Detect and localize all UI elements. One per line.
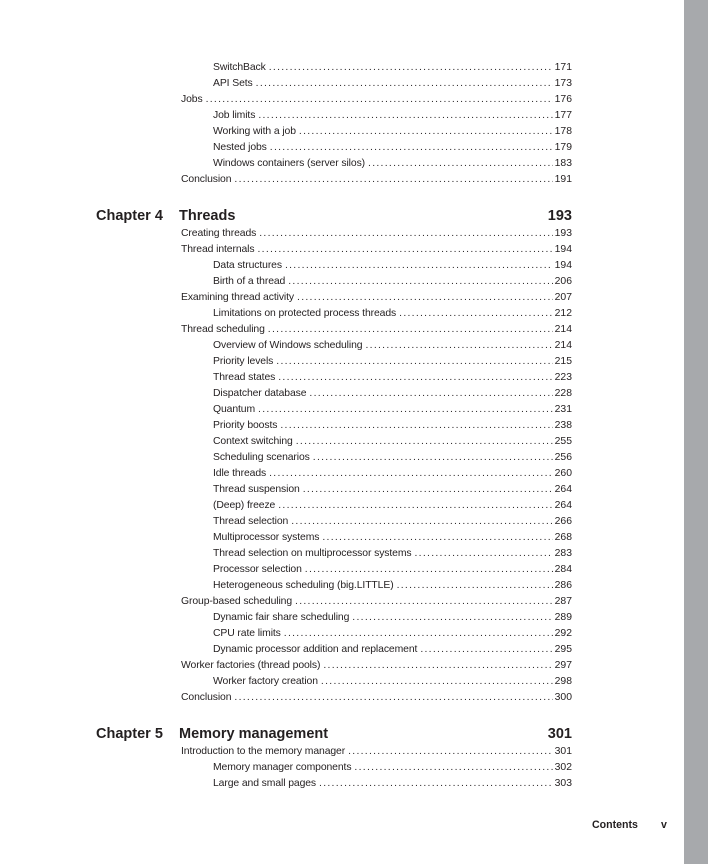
toc-entry-page: 176	[554, 94, 572, 105]
dot-leader	[288, 274, 552, 290]
toc-entry-title: Overview of Windows scheduling	[213, 340, 363, 351]
toc-entry[interactable]	[213, 610, 572, 626]
dot-leader	[319, 776, 553, 792]
toc-entry[interactable]	[213, 306, 572, 322]
toc-entry-title: CPU rate limits	[213, 628, 281, 639]
dot-leader	[368, 156, 553, 172]
toc-entry[interactable]	[181, 172, 572, 188]
dot-leader	[305, 562, 553, 578]
toc-entry-title: SwitchBack	[213, 62, 266, 73]
dot-leader	[303, 482, 553, 498]
toc-entry-page: 193	[554, 228, 572, 239]
toc-entry-page: 173	[554, 78, 572, 89]
toc-entry-title: Thread states	[213, 372, 276, 383]
toc-entry[interactable]	[213, 386, 572, 402]
toc-entry[interactable]	[213, 108, 572, 124]
toc-entry[interactable]	[213, 530, 572, 546]
toc-entry-title: Introduction to the memory manager	[181, 746, 346, 757]
toc-entry-page: 212	[554, 308, 572, 319]
chapter-spacer	[96, 706, 572, 724]
toc-entry-title: Priority levels	[213, 356, 274, 367]
toc-entry[interactable]	[213, 546, 572, 562]
toc-entry-title: Examining thread activity	[181, 292, 295, 303]
toc-entry-title: Group-based scheduling	[181, 596, 293, 607]
toc-entry-title: Quantum	[213, 404, 256, 415]
toc-entry[interactable]	[213, 674, 572, 690]
toc-entry-page: 264	[554, 500, 572, 511]
toc-entry-title: Jobs	[181, 94, 203, 105]
toc-entry-title: API Sets	[213, 78, 253, 89]
dot-leader	[269, 60, 553, 76]
chapter-label: Chapter 4	[96, 208, 163, 224]
toc-entry[interactable]	[213, 562, 572, 578]
toc-entry-page: 303	[554, 778, 572, 789]
dot-leader	[206, 92, 553, 108]
toc-entry[interactable]	[213, 466, 572, 482]
toc-entry-page: 264	[554, 484, 572, 495]
toc-entry-page: 238	[554, 420, 572, 431]
toc-entry[interactable]	[213, 76, 572, 92]
dot-leader	[259, 226, 552, 242]
toc-entry[interactable]	[213, 156, 572, 172]
dot-leader	[399, 306, 553, 322]
toc-entry-title: Thread internals	[181, 244, 255, 255]
toc-entry[interactable]	[181, 226, 572, 242]
toc-entry-title: Job limits	[213, 110, 256, 121]
toc-entry-page: 215	[554, 356, 572, 367]
toc-entry[interactable]	[213, 434, 572, 450]
dot-leader	[295, 594, 553, 610]
toc-entry-title: Thread selection	[213, 516, 289, 527]
toc-entry-page: 287	[554, 596, 572, 607]
toc-entry-page: 179	[554, 142, 572, 153]
toc-entry-page: 284	[554, 564, 572, 575]
dot-leader	[365, 338, 552, 354]
chapter-title: Memory management	[179, 726, 329, 742]
dot-leader	[354, 760, 552, 776]
dot-leader	[352, 610, 552, 626]
dot-leader	[268, 322, 553, 338]
dot-leader	[234, 690, 552, 706]
toc-entry-page: 283	[554, 548, 572, 559]
toc-entry-page: 231	[554, 404, 572, 415]
chapter-page: 193	[547, 208, 572, 224]
dot-leader	[297, 290, 553, 306]
toc-entry[interactable]	[213, 514, 572, 530]
toc-entry-title: Limitations on protected process threads	[213, 308, 397, 319]
dot-leader	[256, 76, 553, 92]
dot-leader	[415, 546, 553, 562]
toc-entry-title: Heterogeneous scheduling (big.LITTLE)	[213, 580, 394, 591]
dot-leader	[258, 108, 552, 124]
page-footer	[592, 817, 672, 833]
toc-entry[interactable]	[213, 450, 572, 466]
toc-entry-page: 297	[554, 660, 572, 671]
toc-entry-title: Processor selection	[213, 564, 302, 575]
toc-entry-page: 214	[554, 340, 572, 351]
toc-entry-title: Dynamic processor addition and replacement	[213, 644, 418, 655]
toc-entry[interactable]	[213, 578, 572, 594]
chapter-heading[interactable]	[96, 206, 572, 226]
toc-entry[interactable]	[181, 290, 572, 306]
toc-entry-page: 295	[554, 644, 572, 655]
toc-entry[interactable]	[213, 140, 572, 156]
footer-page-number: v	[661, 819, 667, 831]
toc-entry[interactable]	[213, 482, 572, 498]
toc-entry-title: Multiprocessor systems	[213, 532, 320, 543]
toc-entry[interactable]	[181, 242, 572, 258]
toc-entry[interactable]	[213, 338, 572, 354]
table-of-contents	[96, 60, 572, 792]
dot-leader	[323, 658, 552, 674]
dot-leader	[296, 434, 553, 450]
toc-entry-title: Creating threads	[181, 228, 257, 239]
toc-entry-title: Working with a job	[213, 126, 296, 137]
chapter-label: Chapter 5	[96, 726, 163, 742]
dot-leader	[397, 578, 553, 594]
toc-entry-title: Data structures	[213, 260, 282, 271]
toc-entry-page: 302	[554, 762, 572, 773]
toc-entry-title: Worker factory creation	[213, 676, 318, 687]
dot-leader	[299, 124, 553, 140]
toc-entry[interactable]	[213, 354, 572, 370]
toc-entry-page: 255	[554, 436, 572, 447]
toc-entry[interactable]	[213, 760, 572, 776]
toc-entry[interactable]	[181, 594, 572, 610]
toc-entry[interactable]	[213, 642, 572, 658]
dot-leader	[284, 626, 553, 642]
toc-entry-page: 266	[554, 516, 572, 527]
footer-label: Contents	[592, 819, 638, 831]
toc-entry[interactable]	[181, 658, 572, 674]
toc-entry-title: Worker factories (thread pools)	[181, 660, 321, 671]
dot-leader	[280, 418, 552, 434]
dot-leader	[234, 172, 552, 188]
toc-entry-page: 289	[554, 612, 572, 623]
toc-entry[interactable]	[213, 402, 572, 418]
toc-entry-page: 256	[554, 452, 572, 463]
toc-entry-title: Dynamic fair share scheduling	[213, 612, 350, 623]
toc-entry[interactable]	[181, 744, 572, 760]
dot-leader	[257, 242, 552, 258]
toc-entry[interactable]	[181, 690, 572, 706]
dot-leader	[278, 370, 552, 386]
toc-entry-page: 183	[554, 158, 572, 169]
toc-entry-page: 194	[554, 260, 572, 271]
toc-entry-title: Thread suspension	[213, 484, 300, 495]
toc-entry-title: Scheduling scenarios	[213, 452, 310, 463]
chapter-heading[interactable]	[96, 724, 572, 744]
toc-entry-page: 223	[554, 372, 572, 383]
dot-leader	[258, 402, 553, 418]
dot-leader	[420, 642, 552, 658]
toc-entry-page: 268	[554, 532, 572, 543]
toc-entry[interactable]	[213, 626, 572, 642]
toc-entry[interactable]	[181, 322, 572, 338]
toc-entry[interactable]	[181, 92, 572, 108]
dot-leader	[276, 354, 552, 370]
dot-leader	[309, 386, 552, 402]
toc-entry[interactable]	[213, 60, 572, 76]
toc-entry[interactable]	[213, 498, 572, 514]
chapter-page: 301	[547, 726, 572, 742]
toc-entry-title: Conclusion	[181, 692, 232, 703]
toc-entry[interactable]	[213, 274, 572, 290]
toc-entry-page: 292	[554, 628, 572, 639]
dot-leader	[313, 450, 553, 466]
toc-entry-page: 228	[554, 388, 572, 399]
toc-entry-title: Context switching	[213, 436, 293, 447]
toc-entry-title: Birth of a thread	[213, 276, 286, 287]
toc-entry-page: 286	[554, 580, 572, 591]
toc-entry-page: 298	[554, 676, 572, 687]
toc-entry-page: 191	[554, 174, 572, 185]
toc-entry-page: 194	[554, 244, 572, 255]
dot-leader	[278, 498, 552, 514]
toc-entry[interactable]	[213, 124, 572, 140]
toc-entry[interactable]	[213, 418, 572, 434]
page-edge-bar	[684, 0, 708, 864]
dot-leader	[321, 674, 553, 690]
dot-leader	[322, 530, 552, 546]
toc-entry[interactable]	[213, 370, 572, 386]
toc-entry-title: Windows containers (server silos)	[213, 158, 366, 169]
toc-entry[interactable]	[213, 258, 572, 274]
toc-entry-page: 171	[554, 62, 572, 73]
toc-entry-page: 214	[554, 324, 572, 335]
dot-leader	[285, 258, 553, 274]
chapter-spacer	[96, 188, 572, 206]
toc-entry-title: Nested jobs	[213, 142, 267, 153]
toc-entry-title: Conclusion	[181, 174, 232, 185]
toc-entry-title: Idle threads	[213, 468, 267, 479]
toc-entry-page: 300	[554, 692, 572, 703]
toc-entry-page: 177	[554, 110, 572, 121]
toc-entry-title: (Deep) freeze	[213, 500, 276, 511]
toc-entry-title: Thread scheduling	[181, 324, 265, 335]
toc-entry-title: Thread selection on multiprocessor systems	[213, 548, 412, 559]
toc-entry-title: Dispatcher database	[213, 388, 307, 399]
toc-entry-title: Priority boosts	[213, 420, 278, 431]
toc-entry[interactable]	[213, 776, 572, 792]
dot-leader	[291, 514, 552, 530]
chapter-title: Threads	[179, 208, 236, 224]
toc-entry-page: 207	[554, 292, 572, 303]
toc-entry-title: Memory manager components	[213, 762, 352, 773]
toc-entry-page: 301	[554, 746, 572, 757]
toc-entry-page: 260	[554, 468, 572, 479]
dot-leader	[269, 466, 553, 482]
dot-leader	[270, 140, 553, 156]
toc-entry-page: 178	[554, 126, 572, 137]
toc-entry-page: 206	[554, 276, 572, 287]
dot-leader	[348, 744, 553, 760]
toc-entry-title: Large and small pages	[213, 778, 317, 789]
